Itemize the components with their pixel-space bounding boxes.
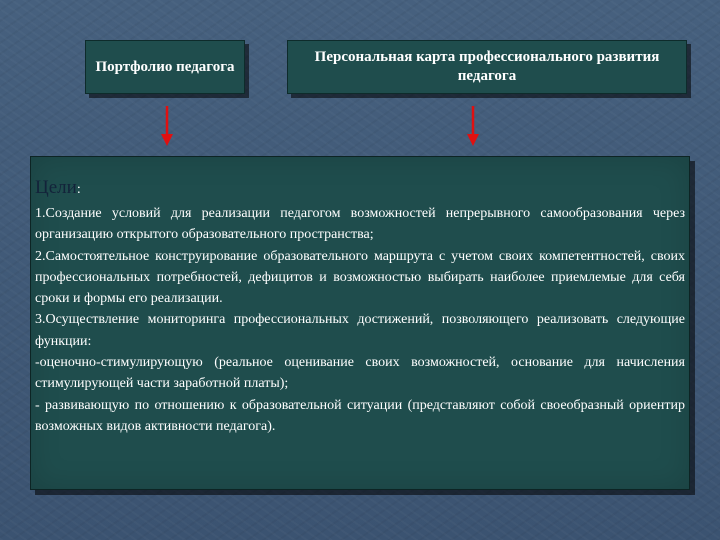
down-arrow-icon	[466, 106, 480, 146]
portfolio-box	[85, 40, 245, 94]
down-arrow-icon	[160, 106, 174, 146]
portfolio-label: Портфолио педагога	[95, 58, 235, 75]
goals-title: Цели	[35, 177, 77, 198]
goal-item-1: 1.Создание условий для реализации педагогом возможностей непрерывного самообразования через организацию открытого образовательного пространства;	[35, 206, 685, 243]
goals-heading	[35, 177, 685, 201]
goals-title-colon: :	[76, 182, 81, 197]
development-card-box	[287, 40, 687, 94]
goal-item-2: 2.Самостоятельное конструирование образовательного маршрута с учетом своих компетентностей, своих профессиональных потребностей, дефицитов и возможностью выбирать наиболее приемлемые для себя сроки и формы его реализации.	[35, 248, 685, 307]
goals-panel	[30, 156, 690, 490]
development-card-label: Персональная карта профессионального развития педагога	[314, 49, 660, 84]
goals-list	[35, 203, 685, 437]
goal-item-5: - развивающую по отношению к образовательной ситуации (представляют собой своеобразный ориентир возможных видов активности педагога).	[35, 397, 685, 434]
goal-item-3: 3.Осуществление мониторинга профессиональных достижений, позволяющего реализовать следующие функции:	[35, 312, 685, 349]
goal-item-4: -оценочно-стимулирующую (реальное оценивание своих возможностей, основание для начисления стимулирующей части заработной платы);	[35, 355, 685, 392]
